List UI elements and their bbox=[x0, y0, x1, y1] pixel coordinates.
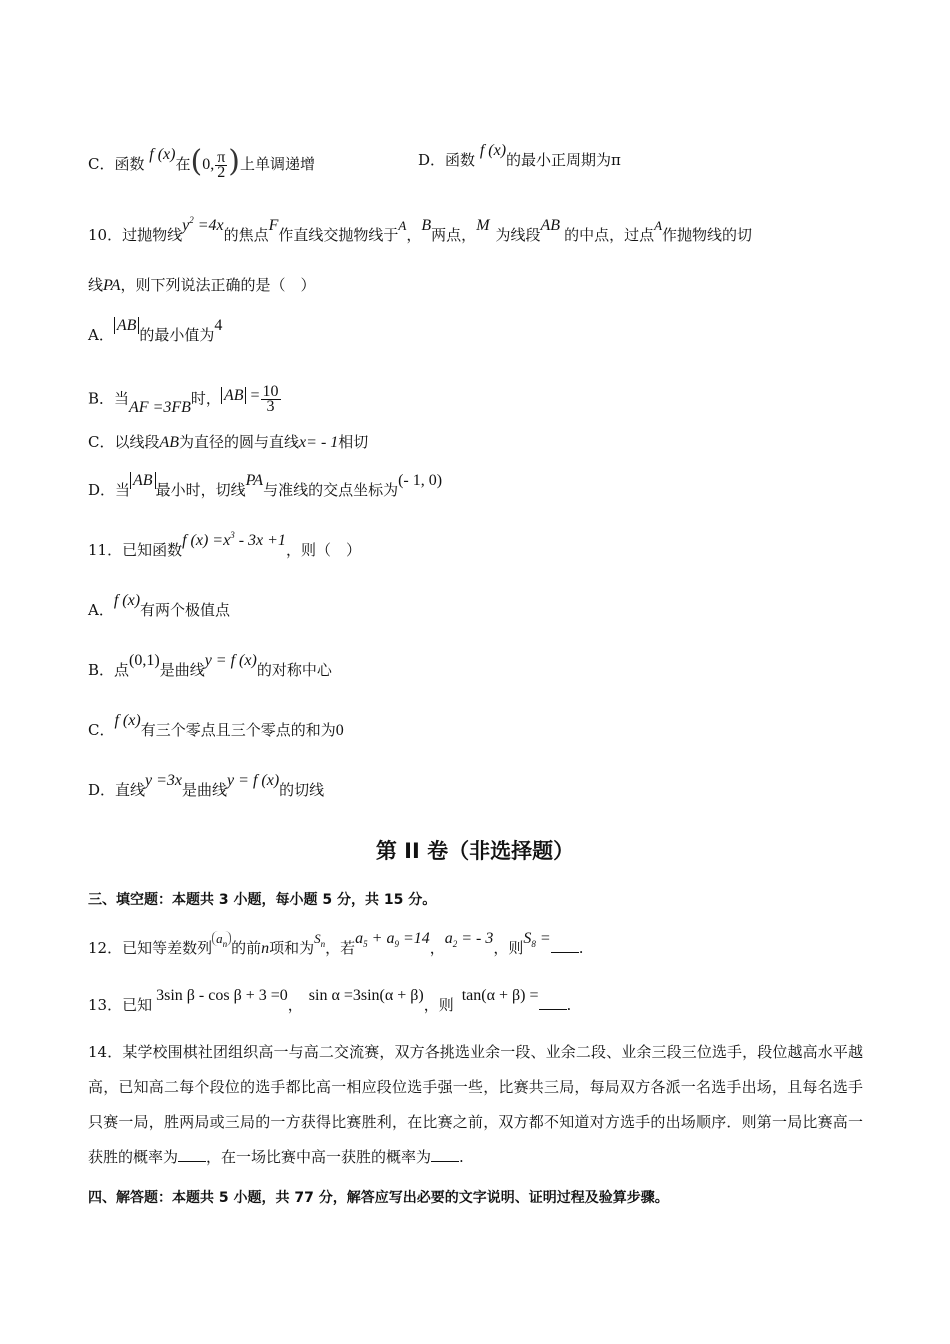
q12-text: . bbox=[578, 939, 584, 957]
q9-c-fx: f (x) bbox=[149, 146, 176, 163]
q10-option-c bbox=[88, 432, 368, 453]
c2: a bbox=[444, 930, 453, 947]
q9-c-suffix: 上单调递增 bbox=[240, 155, 316, 173]
q11-c-prefix: C． bbox=[88, 721, 115, 739]
c1-sub2: 9 bbox=[394, 939, 399, 949]
c2-rhs: = - 3 bbox=[457, 930, 494, 947]
point-M: M bbox=[476, 217, 490, 234]
q11-text: ，则（ ） bbox=[285, 541, 361, 559]
q9-c-prefix: C．函数 bbox=[88, 155, 145, 173]
q12-Sn bbox=[314, 931, 326, 949]
c1-mid: + a bbox=[367, 930, 395, 947]
q10-text: ，则下列说法正确的是（ ） bbox=[120, 276, 316, 294]
frac-num: 10 bbox=[262, 383, 279, 400]
point-A: A bbox=[398, 218, 407, 233]
q11-fx: f (x) bbox=[113, 592, 141, 609]
q10-text: 两点， bbox=[431, 226, 477, 244]
q10-c-prefix: C．以线段 bbox=[88, 433, 160, 451]
q10-b-mid: 时， bbox=[190, 389, 221, 408]
q9-option-d bbox=[418, 142, 621, 171]
q11-b-curve: y = f (x) bbox=[204, 652, 257, 669]
ask-eq: = bbox=[535, 930, 551, 947]
q10-text: 10．过抛物线 bbox=[88, 226, 183, 244]
q11-fx: f (x) bbox=[114, 712, 141, 729]
q12-text: ，若 bbox=[325, 939, 356, 957]
part3-heading: 三、填空题：本题共 3 小题，每小题 5 分，共 15 分。 bbox=[88, 892, 437, 908]
q10-stem-line2 bbox=[88, 275, 316, 296]
eq-rhs: =4x bbox=[193, 217, 224, 234]
q12-answer-blank[interactable] bbox=[551, 938, 579, 953]
q10-d-prefix: D．当 bbox=[88, 481, 131, 499]
q11-b-prefix: B．点 bbox=[88, 661, 130, 679]
q11-d-curve: y = f (x) bbox=[227, 772, 280, 789]
q14-text-a: 14．某学校围棋社团组织高一与高二交流赛，双方各挑选业余一段、业余二段、业余三段三位选手，段位越高水平越高，已知高二每个段位的选手都比高一相应段位选手强一些，比赛共三局，每局双方各派一名选手出场，且每名选手只赛一局，胜两局或三局的一方获得比赛胜利，在比赛之前，双方都不知道对方选手的出场顺序．则第一局比赛高一获胜的概率为 bbox=[88, 1043, 863, 1166]
q9-d-suffix: 的最小正周期为π bbox=[506, 151, 621, 169]
q10-c-suffix: 相切 bbox=[338, 433, 369, 451]
eq-exp: 2 bbox=[189, 215, 194, 225]
eq-y: y bbox=[182, 217, 190, 234]
func-rest: - 3x +1 bbox=[234, 532, 286, 549]
q10-option-a bbox=[88, 317, 223, 346]
func-main: f (x) =x bbox=[182, 532, 231, 549]
q13-text: ， bbox=[287, 996, 303, 1014]
q14-paragraph bbox=[88, 1035, 863, 1175]
q14-answer-blank-2[interactable] bbox=[431, 1147, 459, 1162]
frac-den: 2 bbox=[217, 163, 226, 181]
q13-stem bbox=[88, 987, 572, 1016]
q10-b-eq: = bbox=[246, 386, 260, 404]
S: S bbox=[314, 931, 321, 946]
q13-text: 13．已知 bbox=[88, 996, 153, 1014]
frac-num: π bbox=[217, 148, 226, 166]
q12-text: ，则 bbox=[493, 939, 524, 957]
q12-sequence bbox=[212, 931, 231, 949]
q10-b-prefix: B．当 bbox=[88, 389, 130, 408]
q10-text: 的焦点 bbox=[223, 226, 269, 244]
point-A: A bbox=[654, 218, 663, 233]
right-paren: ) bbox=[228, 144, 240, 179]
q10-text: ， bbox=[406, 226, 422, 244]
q12-text: 项和为 bbox=[269, 939, 315, 957]
tangent-PA: PA bbox=[103, 277, 121, 294]
q11-a-prefix: A． bbox=[88, 601, 114, 619]
focus-F: F bbox=[268, 217, 279, 234]
q10-stem-line1 bbox=[88, 215, 753, 247]
q11-stem bbox=[88, 530, 361, 562]
q11-d-line: y =3x bbox=[145, 772, 183, 789]
q11-d-mid: 是曲线 bbox=[182, 781, 228, 799]
q10-text: 为线段 bbox=[495, 226, 541, 244]
q10-b-fraction bbox=[261, 385, 281, 414]
ask-S: S bbox=[523, 930, 532, 947]
q11-b-point: (0,1) bbox=[129, 652, 160, 669]
q13-eq2: sin α =3sin(α + β) bbox=[308, 987, 424, 1004]
q10-d-mid2: 与准线的交点坐标为 bbox=[263, 481, 399, 499]
left-paren: ( bbox=[190, 144, 203, 179]
point-B: B bbox=[421, 217, 432, 234]
q11-d-prefix: D．直线 bbox=[88, 781, 146, 799]
q14-text-c: . bbox=[459, 1148, 464, 1166]
q10-text: 作抛物线的切 bbox=[662, 226, 753, 244]
seq-sub: n bbox=[222, 939, 228, 949]
abs-AB: AB bbox=[221, 387, 247, 404]
q10-a-val: 4 bbox=[214, 317, 223, 334]
q10-d-mid: 最小时，切线 bbox=[155, 481, 246, 499]
q11-c-val: 0 bbox=[335, 722, 344, 739]
q12-text: ， bbox=[429, 939, 445, 957]
c1-sub: 5 bbox=[363, 939, 368, 949]
q10-text: 线 bbox=[88, 276, 104, 294]
q10-text: 作直线交抛物线于 bbox=[278, 226, 399, 244]
q10-c-mid: 为直径的圆与直线 bbox=[179, 433, 300, 451]
q10-parabola-eq bbox=[182, 217, 224, 234]
q14-answer-blank-1[interactable] bbox=[178, 1147, 206, 1162]
c1: a bbox=[355, 930, 364, 947]
abs-AB: AB bbox=[114, 317, 140, 334]
q12-cond1 bbox=[355, 930, 430, 947]
q12-ask bbox=[523, 930, 550, 947]
frac-den: 3 bbox=[266, 398, 275, 415]
q11-d-suffix: 的切线 bbox=[279, 781, 325, 799]
c1-rhs: =14 bbox=[398, 930, 430, 947]
q10-a-prefix: A． bbox=[88, 326, 114, 344]
q10-b-cond: AF =3FB bbox=[129, 398, 191, 416]
q11-a-suffix: 有两个极值点 bbox=[140, 601, 231, 619]
q11-function bbox=[182, 532, 286, 549]
q11-option-b bbox=[88, 652, 332, 681]
tangent-PA: PA bbox=[245, 472, 264, 489]
q10-option-d bbox=[88, 472, 443, 501]
q9-d-prefix: D．函数 bbox=[418, 151, 476, 169]
q13-text: ，则 bbox=[423, 996, 454, 1014]
q9-c-interval: 0, bbox=[202, 156, 215, 173]
q9-c-mid: 在 bbox=[175, 155, 191, 173]
q11-b-suffix: 的对称中心 bbox=[256, 661, 332, 679]
seq-a: a bbox=[216, 931, 223, 946]
q11-text: 11．已知函数 bbox=[88, 541, 183, 559]
func-exp: 3 bbox=[230, 530, 235, 540]
abs-AB: AB bbox=[130, 472, 156, 489]
q13-ask: tan(α + β) = bbox=[461, 987, 539, 1004]
q14-text-b: ，在一场比赛中高一获胜的概率为 bbox=[206, 1148, 432, 1166]
q11-option-c bbox=[88, 712, 344, 741]
q13-answer-blank[interactable] bbox=[539, 995, 567, 1010]
q12-cond2 bbox=[445, 930, 494, 947]
q12-n: n bbox=[261, 940, 270, 957]
q10-a-suffix: 的最小值为 bbox=[139, 326, 215, 344]
q12-stem bbox=[88, 930, 584, 960]
q10-d-point: (- 1, 0) bbox=[398, 472, 443, 489]
q11-c-suffix: 有三个零点且三个零点的和为 bbox=[140, 721, 336, 739]
segment-AB: AB bbox=[159, 434, 180, 451]
q12-text: 的前 bbox=[231, 939, 262, 957]
q11-option-a bbox=[88, 592, 231, 621]
S-sub: n bbox=[320, 939, 326, 949]
q12-text: 12．已知等差数列 bbox=[88, 939, 213, 957]
q9-c-fraction bbox=[215, 148, 227, 181]
q13-eq1: 3sin β - cos β + 3 =0 bbox=[156, 987, 288, 1004]
q10-text: 的中点，过点 bbox=[564, 226, 655, 244]
c2-sub: 2 bbox=[452, 939, 458, 949]
part4-heading: 四、解答题：本题共 5 小题，共 77 分，解答应写出必要的文字说明、证明过程及验算步骤。 bbox=[88, 1190, 669, 1206]
q9-option-c bbox=[88, 144, 316, 181]
ask-sub: 8 bbox=[531, 939, 536, 949]
q10-c-line: x= - 1 bbox=[299, 434, 339, 451]
q11-option-d bbox=[88, 772, 325, 801]
section-2-title: 第 II 卷（非选择题） bbox=[375, 839, 575, 863]
q9-d-fx: f (x) bbox=[479, 142, 507, 159]
segment-AB: AB bbox=[540, 217, 561, 234]
q13-text: . bbox=[566, 996, 572, 1014]
q10-option-b bbox=[88, 385, 282, 414]
q11-b-mid: 是曲线 bbox=[159, 661, 205, 679]
